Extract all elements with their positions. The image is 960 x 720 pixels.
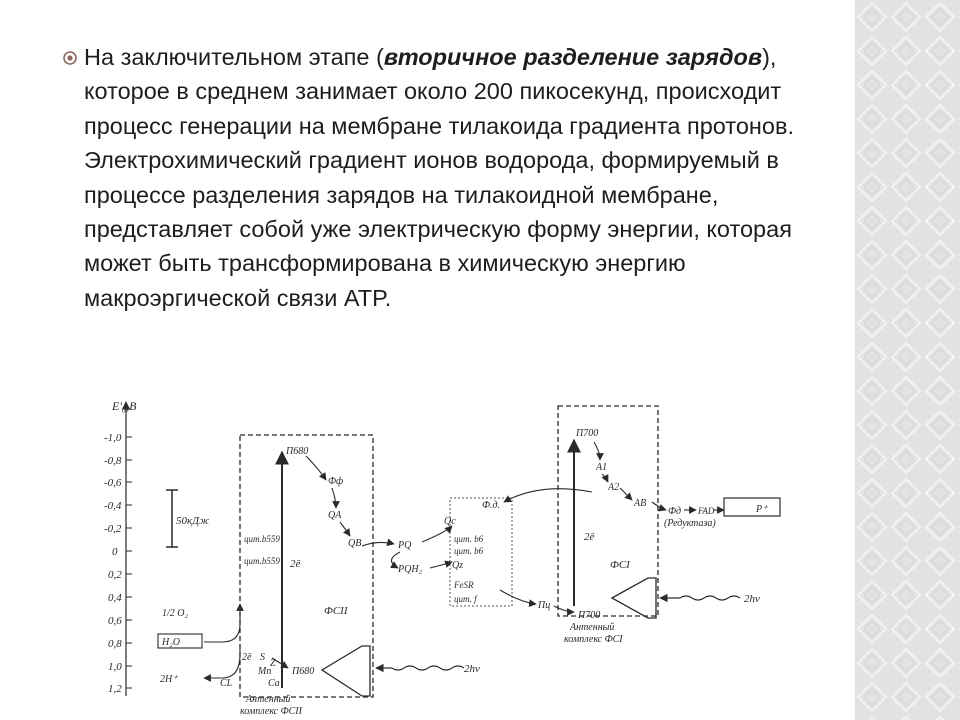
- water-two-electrons-label: 2ē: [242, 652, 252, 663]
- pc-to-p700-arrow: [554, 606, 574, 612]
- fes-to-pc-arrow: [500, 590, 536, 604]
- psi-transfer-arrow: [652, 502, 666, 510]
- psi-transfer-arrow: [602, 474, 608, 482]
- axis-tick-label: 0,2: [108, 569, 122, 581]
- bullet-icon: [62, 50, 78, 66]
- light-wave-icon: [392, 666, 464, 670]
- pq-label: PQ: [398, 540, 412, 551]
- cyclic-flow-arrow: [504, 489, 592, 502]
- proton-release-arrow: [204, 644, 240, 678]
- axis-tick-label: -1,0: [104, 432, 122, 444]
- axis-ticks: [104, 432, 132, 695]
- oxygen-label: 1/2 O₂: [162, 608, 188, 619]
- product-label: P⁺: [756, 504, 768, 515]
- fad-label: FAD: [698, 506, 715, 516]
- psi-name-label: ФСI: [610, 559, 630, 571]
- cyt-b6-label: цит. b6: [454, 534, 484, 544]
- manganese-label: Mn: [258, 666, 272, 677]
- psii-transfer-arrow: [306, 456, 326, 480]
- cyt-f-label: цит. f: [454, 594, 477, 604]
- axis-tick-label: -0,4: [104, 500, 122, 512]
- psii-two-electrons-label: 2ē: [290, 558, 301, 570]
- scale-bar-label: 50кДж: [176, 515, 210, 527]
- axis-tick-label: -0,6: [104, 477, 122, 489]
- energy-scale-bar: [166, 490, 210, 547]
- paragraph-rest: ), которое в среднем занимает около 200 пикосекунд, происходит процесс генерации на мембране тилакоида градиента протонов. Электрохимический градиент ионов водорода, формируемый в процессе разделения зарядов на тилакоидной мембране, представляет собой уже электрическую форму энергии, которая может быть трансформирована в химическую энергию макроэргической связи ATP.: [84, 44, 794, 311]
- psii-antenna-shape: [322, 646, 370, 696]
- axis-tick-label: 0: [112, 546, 118, 558]
- water-label: H₂O: [162, 637, 180, 648]
- psii-p680-top-label: П680: [286, 446, 309, 457]
- psi-antenna-label: комплекс ФСI: [564, 634, 623, 645]
- psi-ab-label: AB: [634, 498, 647, 509]
- psii-cyt-b559-label: цит.b559: [244, 556, 280, 566]
- pqh2-label: PQH₂: [398, 564, 423, 575]
- psi-a2-label: A2: [608, 482, 620, 493]
- psii-transfer-arrow: [340, 522, 350, 536]
- psii-antenna-label: комплекс ФСII: [240, 706, 302, 717]
- axis-tick-label: 0,6: [108, 615, 122, 627]
- fes-label: FeSR: [454, 580, 474, 590]
- psii-pheophytin-label: Фф: [328, 476, 344, 487]
- psii-qa-label: QA: [328, 510, 342, 521]
- psii-light-label: 2hν: [464, 663, 480, 675]
- diamond-pattern: [855, 0, 960, 720]
- paragraph-lead: На заключительном этапе (: [84, 44, 384, 70]
- axis-tick-label: -0,2: [104, 523, 122, 535]
- axis-tick-label: 0,4: [108, 592, 122, 604]
- ferredoxin-cycle-label: Ф.д.: [482, 500, 501, 511]
- axis-title: E'₀,B: [112, 399, 137, 413]
- psi-two-electrons-label: 2ē: [584, 531, 595, 543]
- body-text-block: [62, 40, 822, 315]
- light-wave-icon: [680, 596, 740, 600]
- psi-ferredoxin-label: Фд: [668, 506, 682, 517]
- psi-transfer-arrow: [594, 442, 600, 460]
- cyt-b6-label: цит. b6: [454, 546, 484, 556]
- psi-p700-bottom-label: П700: [578, 610, 601, 621]
- axis-tick-label: 1,2: [108, 683, 122, 695]
- psii-transfer-arrow: [332, 488, 336, 508]
- product-box: [724, 498, 780, 516]
- chloride-label: CL: [220, 678, 233, 689]
- proton-label: 2H⁺: [160, 674, 178, 685]
- main-paragraph: [84, 40, 822, 315]
- qc-label: Qc: [444, 516, 456, 527]
- calcium-label: Ca: [268, 678, 280, 689]
- psi-transfer-arrow: [620, 488, 632, 500]
- psii-name-label: ФСII: [324, 605, 348, 617]
- axis-tick-label: 0,8: [108, 638, 122, 650]
- decorative-side-panel: [855, 0, 960, 720]
- psi-antenna-shape: [612, 578, 656, 618]
- reductase-label: (Редуктаза): [664, 518, 716, 529]
- pqh2-to-qz-arrow: [430, 562, 452, 568]
- psi-antenna-label: Антенный: [570, 622, 615, 633]
- s-state-label: S: [260, 652, 265, 663]
- oxygen-release-arrow: [204, 604, 240, 642]
- paragraph-emphasis: вторичное разделение зарядов: [383, 44, 763, 70]
- qz-label: Qz: [452, 560, 464, 571]
- qb-to-pq-arrow: [362, 542, 394, 546]
- psii-cyt-b559-label: цит.b559: [244, 534, 280, 544]
- psi-a1-label: A1: [596, 462, 608, 473]
- pq-to-qc-arrow: [422, 526, 452, 542]
- psii-antenna-label: Антенный: [246, 694, 291, 705]
- psii-p680-bottom-label: П680: [292, 666, 315, 677]
- psi-light-label: 2hν: [744, 593, 760, 605]
- psi-p700-top-label: П700: [576, 428, 599, 439]
- z-donor-label: Z: [270, 658, 276, 669]
- z-scheme-diagram: [100, 392, 800, 720]
- plastocyanin-label: Пц: [538, 600, 551, 611]
- axis-tick-label: -0,8: [104, 455, 122, 467]
- psii-qb-label: QB: [348, 538, 362, 549]
- axis-tick-label: 1,0: [108, 661, 122, 673]
